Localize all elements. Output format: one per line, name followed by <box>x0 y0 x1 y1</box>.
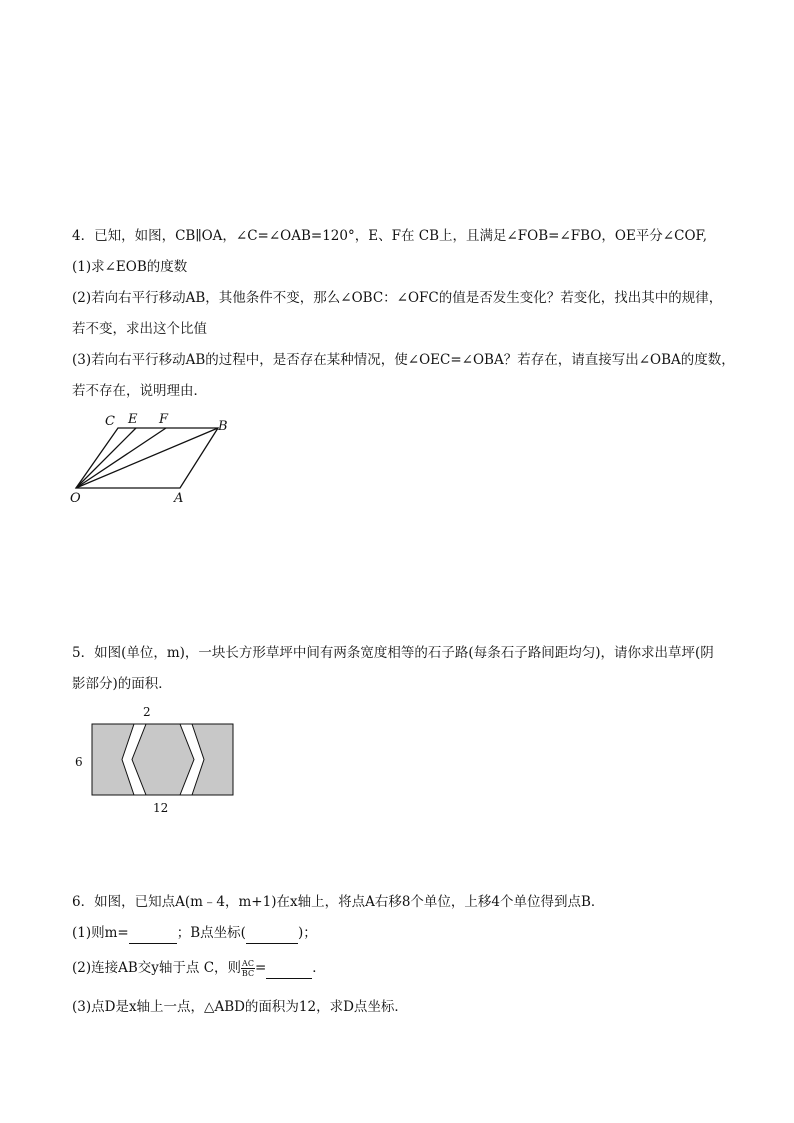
q6-statement: 6．如图，已知点A(m﹣4，m+1)在x轴上，将点A右移8个单位，上移4个单位得到点B． <box>72 894 605 910</box>
q6-part3: (3)点D是x轴上一点，△ABD的面积为12，求D点坐标． <box>72 999 408 1015</box>
q5-label-left: 6 <box>75 755 83 769</box>
q6-part2 <box>72 958 326 979</box>
q6-part2-text-c: ． <box>312 960 326 976</box>
q4-parallelogram-figure <box>60 408 240 508</box>
q4-label-b: B <box>218 419 228 434</box>
q4-segment-oe <box>76 428 136 488</box>
q4-label-o: O <box>70 491 81 506</box>
q6-answer-blank-ratio[interactable] <box>266 958 312 979</box>
q6-part1-text-b: ；B点坐标( <box>176 925 246 941</box>
q6-part1 <box>72 923 317 944</box>
q5-statement-cont: 影部分)的面积． <box>72 676 172 692</box>
q6-part1-text-c: )； <box>297 925 317 941</box>
q5-statement: 5．如图(单位，m)，一块长方形草坪中间有两条宽度相等的石子路(每条石子路间距均匀)，请你求出草坪(阴 <box>72 645 714 661</box>
q6-answer-blank-m[interactable] <box>129 923 177 944</box>
q6-part2-equals: = <box>254 960 267 976</box>
q5-lawn-figure <box>70 700 250 820</box>
q6-fraction-numerator: AC <box>242 959 254 968</box>
q6-answer-blank-b-coord[interactable] <box>246 923 298 944</box>
q4-label-a: A <box>174 491 184 506</box>
q4-label-e: E <box>128 412 138 427</box>
q4-label-f: F <box>159 412 169 427</box>
q6-part2-text-a: (2)连接AB交y轴于点 C，则 <box>72 960 242 976</box>
q5-lawn-shaded <box>92 724 233 795</box>
q4-part3: (3)若向右平行移动AB的过程中，是否存在某种情况，使∠OEC=∠OBA？若存在，请直接写出∠OBA的度数， <box>72 352 735 368</box>
q5-label-bottom: 12 <box>153 801 169 815</box>
q4-statement: 4．已知，如图，CB∥OA，∠C=∠OAB=120°，E、F在 CB上，且满足∠FOB=∠FBO，OE平分∠COF, <box>72 228 708 244</box>
q6-fraction <box>241 959 255 978</box>
q4-segment-of <box>76 428 166 488</box>
q4-part2-cont: 若不变，求出这个比值 <box>72 321 207 337</box>
q5-label-top: 2 <box>143 705 151 719</box>
q4-part2: (2)若向右平行移动AB，其他条件不变，那么∠OBC：∠OFC的值是否发生变化？若变化，找出其中的规律， <box>72 290 723 306</box>
q4-label-c: C <box>105 414 115 429</box>
q6-part1-text-a: (1)则m= <box>72 925 129 941</box>
q4-part3-cont: 若不存在，说明理由． <box>72 383 207 399</box>
q4-part1: (1)求∠EOB的度数 <box>72 259 188 275</box>
q6-fraction-denominator: BC <box>241 969 255 978</box>
